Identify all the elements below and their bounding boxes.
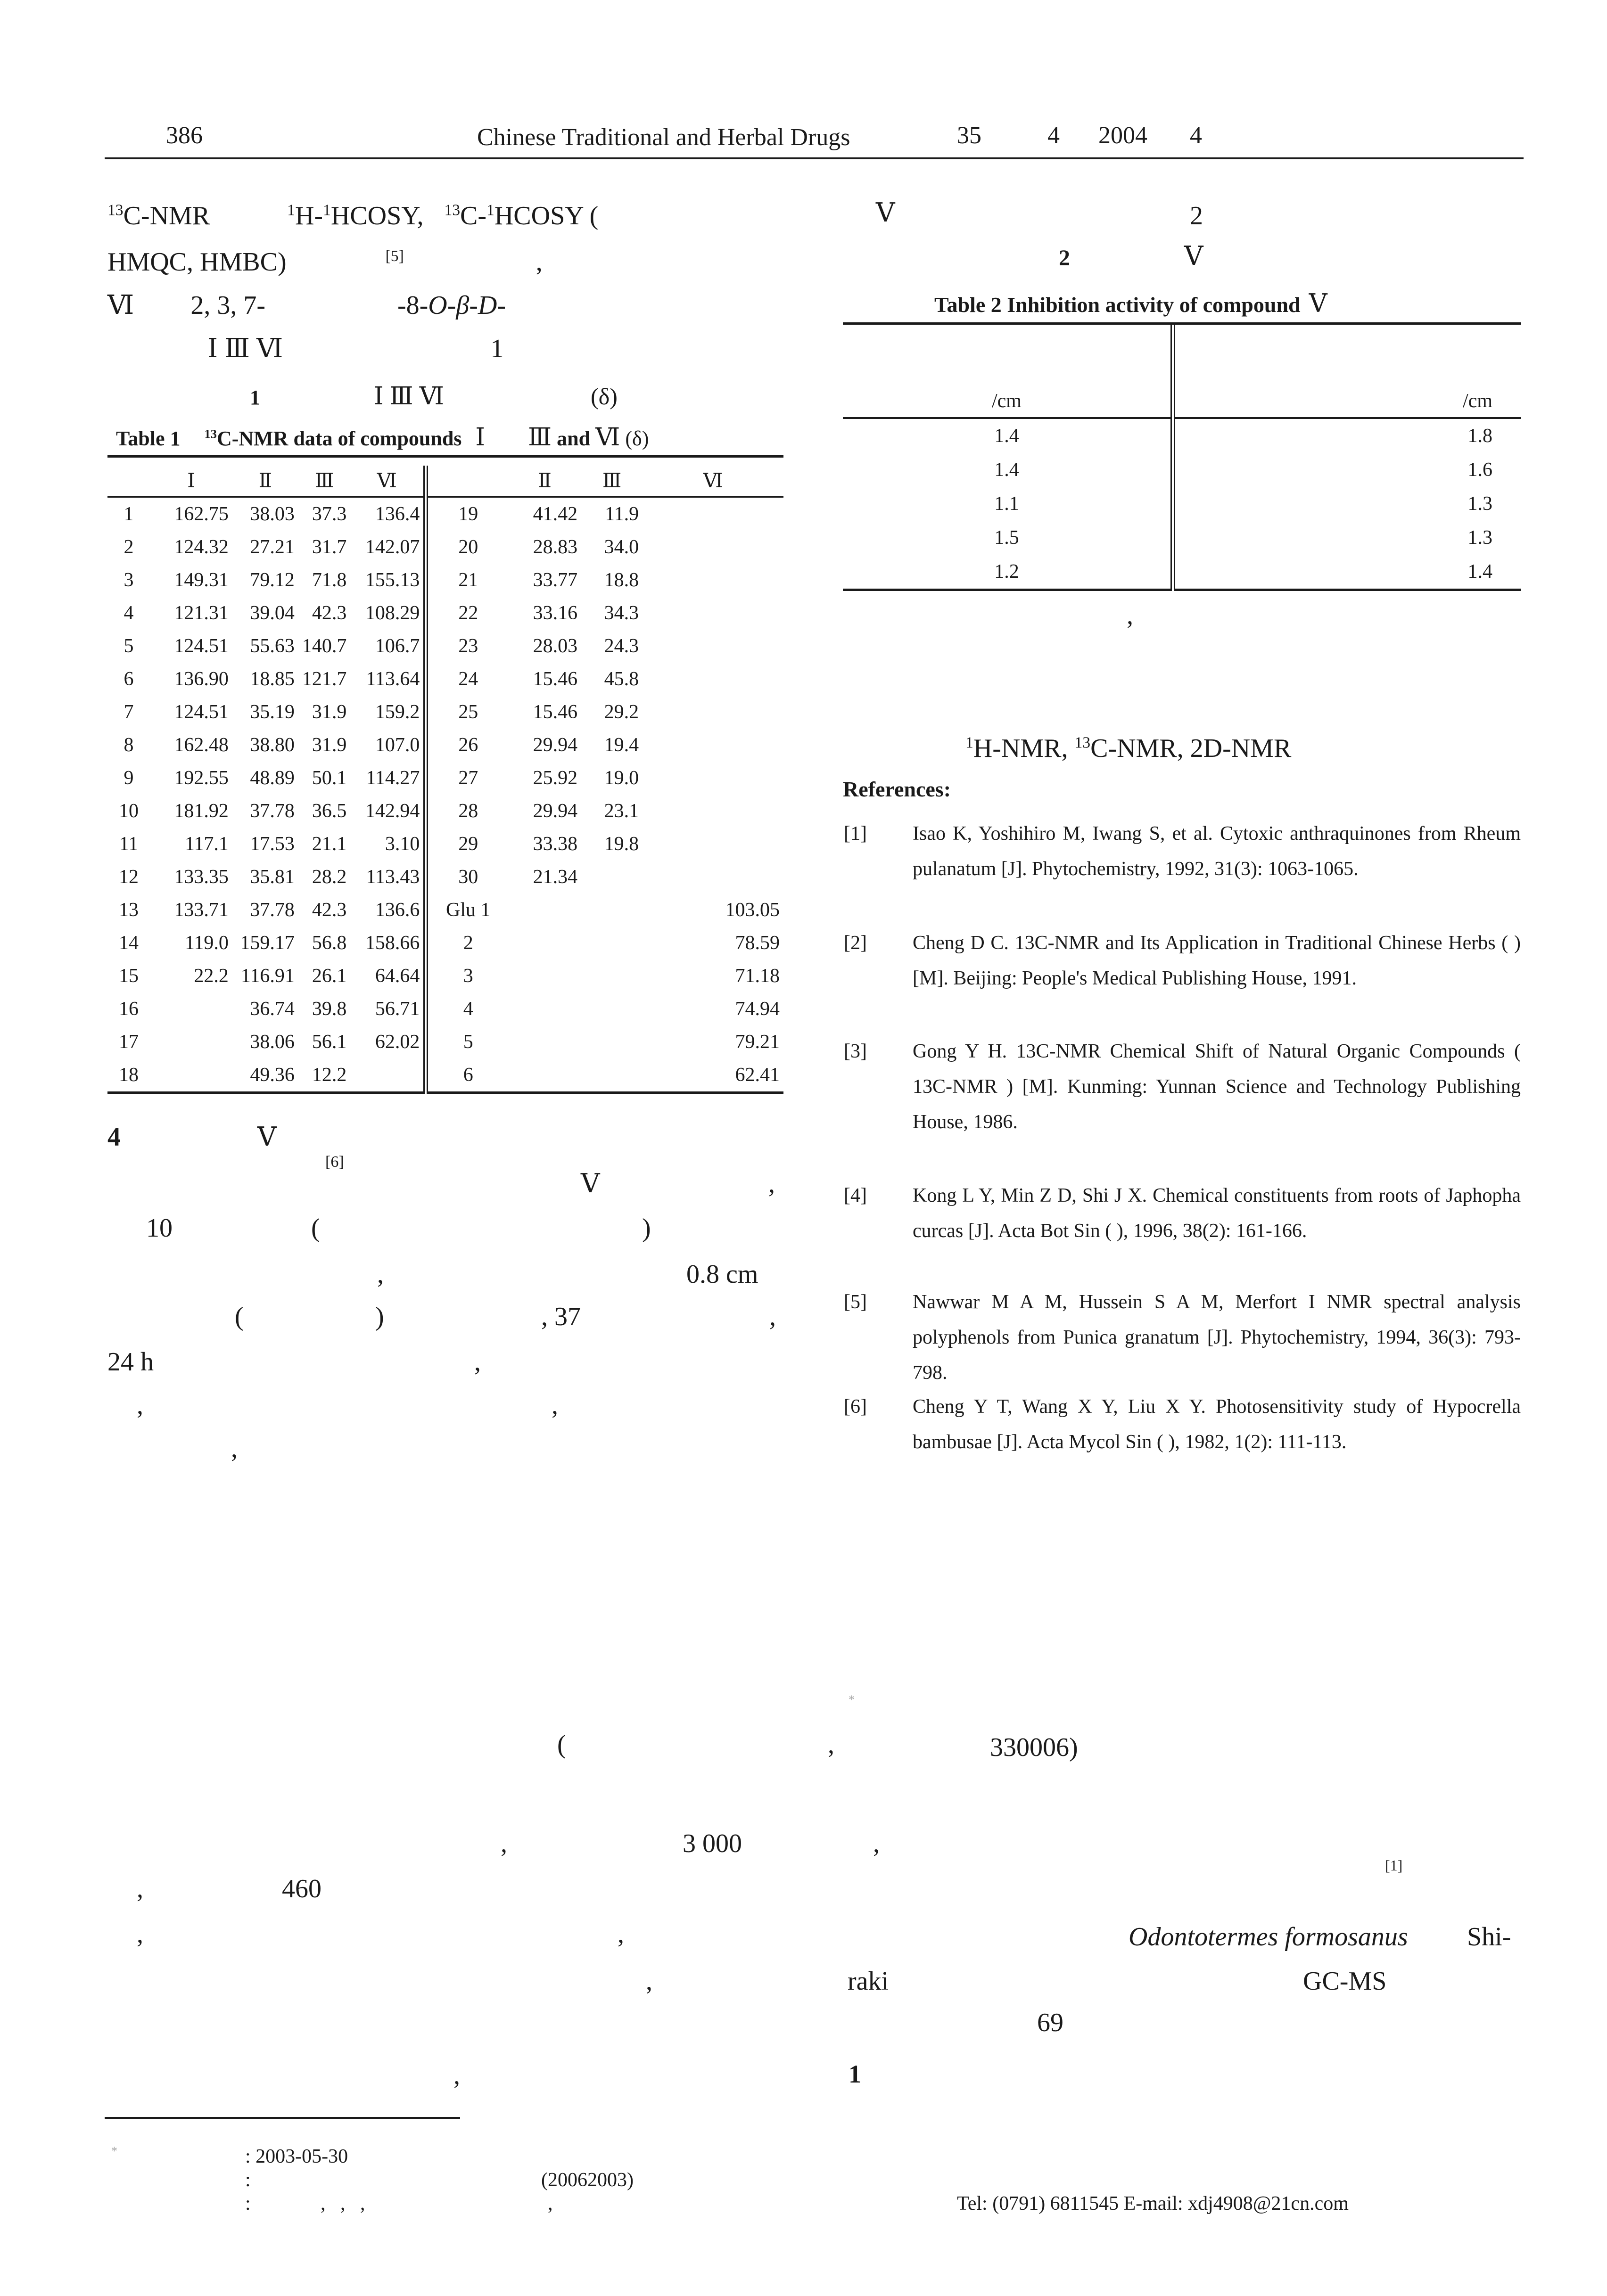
table-cell: 124.51 (174, 635, 229, 657)
table-cell: 26 (458, 734, 478, 756)
table-cell: 1 (124, 503, 134, 525)
section4-comma-2: , (377, 1260, 384, 1289)
table-cell: 71.18 (735, 965, 780, 987)
table-row (107, 663, 783, 696)
a2-comma-1: , (501, 1829, 507, 1858)
table-cell: 116.91 (240, 965, 295, 987)
table-cell (150, 1058, 232, 1093)
table-cell: 39.8 (312, 998, 347, 1020)
table-cell: 62.41 (643, 1058, 783, 1093)
table-cell: 21.1 (312, 833, 347, 855)
table-cell: 22 (458, 602, 478, 624)
table-cell: 1.6 (1467, 459, 1492, 481)
table-cell: 117.1 (184, 833, 229, 855)
reference-item (844, 816, 1521, 887)
table-cell: 18.85 (250, 668, 295, 690)
a2-comma-3: , (137, 1874, 143, 1903)
table-cell (643, 696, 783, 729)
table-cell: 2 (463, 932, 473, 954)
table-cell: 33.77 (533, 569, 578, 591)
table-cell: 23.1 (604, 800, 639, 822)
reference-text: Isao K, Yoshihiro M, Iwang S, et al. Cytoxic anthraquinones from Rheum pulanatum [J]. Phytochemistry, 1992, 31(3): 1063-1065. (913, 823, 1521, 880)
table-cell: 6 (426, 1058, 508, 1093)
table-cell: 42.3 (312, 899, 347, 921)
section4-comma: , (768, 1169, 775, 1198)
table1-top-rule (107, 455, 783, 458)
reference-number: [6] (844, 1396, 867, 1418)
table-cell (643, 564, 783, 597)
table-cell: 26.1 (312, 965, 347, 987)
table-cell: 142.94 (350, 795, 426, 828)
table-cell: 1.4 (843, 418, 1173, 453)
author-commas: , , , (321, 2193, 365, 2214)
table-cell: 149.31 (174, 569, 229, 591)
table-row (107, 564, 783, 597)
table-cell: 136.4 (350, 497, 426, 531)
author-shi: Shi- (1467, 1922, 1511, 1952)
reference-number: [4] (844, 1185, 867, 1206)
section4-num10: 10 (146, 1214, 173, 1243)
section4-paren-open-2: ( (235, 1302, 244, 1331)
table1-header: Ⅱ (508, 466, 581, 497)
table-cell: 31.9 (312, 734, 347, 756)
table-cell: 74.94 (735, 998, 780, 1020)
reference-item (844, 1389, 1521, 1460)
table-row (107, 1058, 783, 1093)
body-line-2: HMQC, HMBC) [5] , (107, 247, 543, 277)
table1-header: Ⅱ (232, 466, 298, 497)
table-cell: 33.16 (533, 602, 578, 624)
reference-number: [2] (844, 932, 867, 954)
table2-caption-cn-roman: Ⅴ (1184, 242, 1203, 271)
table-cell (581, 861, 643, 894)
table-cell: 55.63 (250, 635, 295, 657)
section-1-heading: 1 (849, 2060, 861, 2088)
table-cell: 41.42 (533, 503, 578, 525)
table1-header-row (107, 466, 783, 497)
table-cell: 23 (458, 635, 478, 657)
table-cell: 155.13 (350, 564, 426, 597)
table-cell: 15 (118, 965, 139, 987)
table1-header (107, 466, 150, 497)
table-cell: 45.8 (604, 668, 639, 690)
table-cell (643, 663, 783, 696)
references-title: References: (843, 777, 951, 801)
table-cell: 17.53 (250, 833, 295, 855)
table-cell: 36.74 (250, 998, 295, 1020)
table-row (843, 487, 1521, 521)
table-cell: 71.8 (312, 569, 347, 591)
table-cell: 27 (458, 767, 478, 789)
table-cell: 4 (124, 602, 134, 624)
table-cell: 136.6 (350, 894, 426, 927)
table-cell: 1.1 (843, 487, 1173, 521)
table-cell: 136.90 (174, 668, 229, 690)
affil-zip: 330006) (990, 1733, 1078, 1762)
table-cell: 5 (463, 1031, 473, 1053)
table2-caption-en: Table 2 Inhibition activity of compound Ⅴ (934, 289, 1327, 318)
table-cell: 50.1 (312, 767, 347, 789)
table1-header (426, 466, 508, 497)
table-row (107, 992, 783, 1025)
section4-comma-6: , (552, 1391, 558, 1420)
table1-header: Ⅲ (298, 466, 351, 497)
table-cell: 16 (118, 998, 139, 1020)
table-cell (643, 630, 783, 663)
table2-header-row (843, 324, 1521, 418)
table-row (107, 729, 783, 762)
table-row (107, 696, 783, 729)
reference-text: Kong L Y, Min Z D, Shi J X. Chemical constituents from roots of Japhopha curcas [J]. Acta Bot Sin ( ), 1996, 38(2): 161-166. (913, 1185, 1521, 1242)
right-line1-num: 2 (1190, 201, 1203, 230)
a2-comma-7: , (453, 2061, 460, 2090)
table-cell: 4 (463, 998, 473, 1020)
table-cell: 21.34 (533, 866, 578, 888)
table-cell: 28.2 (312, 866, 347, 888)
table-cell: 6 (124, 668, 134, 690)
table-cell: 140.7 (302, 635, 347, 657)
table-cell: 119.0 (184, 932, 229, 954)
table-cell: 7 (124, 701, 134, 723)
reference-text: Nawwar M A M, Hussein S A M, Merfort I NMR spectral analysis polyphenols from Punica granatum [J]. Phytochemistry, 1994, 36(3): 793-798. (913, 1291, 1521, 1384)
a2-number-69: 69 (1037, 2008, 1063, 2037)
table-cell: 28.03 (533, 635, 578, 657)
table-cell (508, 1025, 581, 1058)
table1-header: Ⅵ (643, 466, 783, 497)
a2-comma-5: , (618, 1919, 624, 1949)
table1 (107, 466, 783, 1094)
a2-comma-4: , (137, 1919, 143, 1949)
table-cell (581, 1058, 643, 1093)
table-cell: 133.71 (174, 899, 229, 921)
table-cell: 17 (118, 1031, 139, 1053)
table-cell (581, 992, 643, 1025)
table2 (843, 324, 1521, 591)
issue: 4 (1047, 122, 1060, 149)
fund-colon: : (245, 2169, 251, 2191)
table-cell: 181.92 (174, 800, 229, 822)
table-cell: 18 (107, 1058, 150, 1093)
table-cell (643, 597, 783, 630)
table-cell: 33.38 (533, 833, 578, 855)
a2-number-460: 460 (282, 1874, 321, 1903)
table-cell: 35.19 (250, 701, 295, 723)
table-cell: 27.21 (250, 536, 295, 558)
table-cell: 79.21 (735, 1031, 780, 1053)
table-cell: 18.8 (604, 569, 639, 591)
table-cell: 19 (458, 503, 478, 525)
table2-unit: /cm (843, 324, 1173, 418)
table-cell: 24 (458, 668, 478, 690)
table-cell: 192.55 (174, 767, 229, 789)
body-line-4: Ⅰ Ⅲ Ⅵ 1 (207, 334, 504, 363)
keywords: $^1$H-NMR, $^{13}$C-NMR, 2D-NMR (965, 734, 1292, 763)
table-cell: 1.3 (1467, 493, 1492, 515)
table-cell: 1.5 (843, 521, 1173, 555)
section4-comma-7: , (231, 1434, 238, 1463)
reference-item (844, 1285, 1521, 1391)
table-cell: 29.94 (533, 800, 578, 822)
reference-number: [3] (844, 1041, 867, 1062)
table-cell: 56.71 (350, 992, 426, 1025)
table-row (107, 597, 783, 630)
table-cell: 106.7 (350, 630, 426, 663)
table-cell: 19.0 (604, 767, 639, 789)
table-cell (150, 1025, 232, 1058)
header-rule (105, 157, 1524, 159)
table-cell: 3.10 (350, 828, 426, 861)
table-cell: 48.89 (250, 767, 295, 789)
table-cell (643, 531, 783, 564)
table-cell: 1.3 (1467, 527, 1492, 549)
table-cell: 3 (463, 965, 473, 987)
table-cell: 36.5 (312, 800, 347, 822)
table-cell: 34.3 (604, 602, 639, 624)
table-cell: 162.75 (174, 503, 229, 525)
table-cell (508, 1058, 581, 1093)
table1-caption-cn: 1 Ⅰ Ⅲ Ⅵ (δ) (250, 383, 618, 410)
table-row (107, 828, 783, 861)
table-cell: 11.9 (605, 503, 639, 525)
table-cell (643, 762, 783, 795)
table-cell: 108.29 (350, 597, 426, 630)
table-cell: 159.2 (350, 696, 426, 729)
section4-time: 24 h (107, 1347, 154, 1377)
body-line-1: $^{13}$C-NMR $^1$H-$^1$HCOSY, $^{13}$C-$^1$HCOSY ( (107, 201, 599, 230)
table-cell: 38.80 (250, 734, 295, 756)
table-cell: 29.2 (604, 701, 639, 723)
species-name: Odontotermes formosanus (1129, 1922, 1408, 1952)
reference-number: [5] (844, 1291, 867, 1313)
table-cell: 124.32 (174, 536, 229, 558)
table-row (843, 453, 1521, 487)
table-cell: 121.31 (174, 602, 229, 624)
table-cell: 37.78 (250, 899, 295, 921)
table-cell: 79.12 (250, 569, 295, 591)
table-cell: 37.78 (250, 800, 295, 822)
table-cell: 20 (458, 536, 478, 558)
table-cell: 62.02 (350, 1025, 426, 1058)
table-cell: 113.64 (350, 663, 426, 696)
table-row (107, 531, 783, 564)
table-cell: 19.8 (604, 833, 639, 855)
table-cell: 35.81 (250, 866, 295, 888)
table-cell: 11 (119, 833, 139, 855)
table-cell: 1.4 (1173, 555, 1521, 590)
footnote-star: * (111, 2144, 117, 2158)
a2-number-3000: 3 000 (683, 1829, 742, 1858)
table-cell: 56.1 (312, 1031, 347, 1053)
author-colon: : (245, 2193, 251, 2214)
table-cell: 38.03 (250, 503, 295, 525)
gcms: GC-MS (1303, 1967, 1387, 1996)
table-cell: 42.3 (312, 602, 347, 624)
table-cell: 25 (458, 701, 478, 723)
section4-temperature: , 37 (541, 1302, 581, 1331)
table-cell: 133.35 (174, 866, 229, 888)
table-cell: 113.43 (350, 861, 426, 894)
a2-comma-6: , (646, 1967, 652, 1996)
reference-text: Cheng Y T, Wang X Y, Liu X Y. Photosensitivity study of Hypocrella bambusae [J]. Acta Mycol Sin ( ), 1982, 1(2): 111-113. (913, 1396, 1521, 1453)
a2-comma-2: , (873, 1829, 880, 1858)
table1-header: Ⅰ (150, 466, 232, 497)
table-cell (581, 959, 643, 992)
table-cell (508, 959, 581, 992)
table-cell: 31.7 (312, 536, 347, 558)
table-cell (508, 894, 581, 927)
year: 2004 (1098, 122, 1147, 149)
table-cell: 1.4 (843, 453, 1173, 487)
table-row (107, 630, 783, 663)
table-row (107, 497, 783, 531)
table-row (843, 418, 1521, 453)
table-cell (643, 497, 783, 531)
table-cell: 103.05 (725, 899, 780, 921)
table2-caption-cn-num: 2 (1059, 246, 1070, 271)
table1-header: Ⅲ (581, 466, 643, 497)
after-table2-comma: , (1127, 601, 1133, 630)
table-cell (150, 992, 232, 1025)
section4-comma-5: , (137, 1391, 143, 1420)
table-row (107, 894, 783, 927)
right-line1-roman: Ⅴ (876, 198, 895, 228)
table-cell (643, 861, 783, 894)
received-date: : 2003-05-30 (245, 2146, 348, 2167)
table-cell: 24.3 (604, 635, 639, 657)
table-cell: 15.46 (533, 668, 578, 690)
table-cell: 107.0 (350, 729, 426, 762)
affil-comma: , (828, 1730, 834, 1759)
table-cell: 2 (124, 536, 134, 558)
table-cell: 28.83 (533, 536, 578, 558)
section4-paren-close-2: ) (375, 1302, 384, 1331)
table-row (107, 762, 783, 795)
table-cell (508, 927, 581, 959)
table-cell: 31.9 (312, 701, 347, 723)
table-cell: 114.27 (350, 762, 426, 795)
author-contact: Tel: (0791) 6811545 E-mail: xdj4908@21cn.com (957, 2193, 1349, 2214)
table1-caption-en: Table 1 $^{13}$C-NMR data of compounds Ⅰ Ⅲ and Ⅵ (δ) (116, 424, 649, 451)
journal-title: Chinese Traditional and Herbal Drugs (477, 124, 850, 151)
table-cell: 8 (124, 734, 134, 756)
table-cell: 3 (124, 569, 134, 591)
affil-open: ( (557, 1730, 566, 1759)
table-cell: 22.2 (194, 965, 229, 987)
table1-header: Ⅵ (350, 466, 426, 497)
table-cell: 1.2 (843, 555, 1173, 590)
reference-number: [1] (844, 823, 867, 845)
section4-comma-4: , (474, 1347, 481, 1377)
table-cell: 15.46 (533, 701, 578, 723)
table-cell (350, 1058, 426, 1093)
table-cell: 78.59 (735, 932, 780, 954)
table-cell: 14 (118, 932, 139, 954)
table-cell: 5 (124, 635, 134, 657)
table-cell: 30 (458, 866, 478, 888)
table-cell: 12 (118, 866, 139, 888)
table-cell: Glu 1 (446, 899, 491, 921)
table-cell: 29.94 (533, 734, 578, 756)
table-cell: 158.66 (350, 927, 426, 959)
table-cell: 29 (458, 833, 478, 855)
table-row (107, 861, 783, 894)
table-cell: 37.3 (312, 503, 347, 525)
table-row (843, 555, 1521, 590)
section4-roman: Ⅴ (581, 1169, 600, 1198)
section4-distance: 0.8 cm (686, 1260, 758, 1289)
table-cell (581, 1025, 643, 1058)
table-cell: 10 (118, 800, 139, 822)
table-row (107, 1025, 783, 1058)
table-cell: 25.92 (533, 767, 578, 789)
section4-paren-open: ( (311, 1214, 320, 1243)
table-cell (581, 894, 643, 927)
page-number: 386 (166, 122, 203, 149)
section4-heading: 4 Ⅴ (107, 1123, 277, 1152)
fund-code: (20062003) (541, 2169, 634, 2191)
table-cell (643, 729, 783, 762)
table2-unit: /cm (1173, 324, 1521, 418)
table-row (107, 927, 783, 959)
table-cell: 159.17 (240, 932, 295, 954)
table-cell: 21 (458, 569, 478, 591)
reference-item (844, 1034, 1521, 1140)
table-cell: 49.36 (232, 1058, 298, 1093)
table-cell (643, 795, 783, 828)
table-cell: 162.48 (174, 734, 229, 756)
section4-paren-close: ) (642, 1214, 651, 1243)
author-comma: , (548, 2193, 553, 2214)
table-cell (643, 828, 783, 861)
table-cell: 1.8 (1467, 425, 1492, 447)
author-raki: raki (848, 1967, 889, 1996)
month: 4 (1190, 122, 1202, 149)
table-row (107, 795, 783, 828)
article2-star: * (849, 1693, 855, 1706)
reference-text: Gong Y H. 13C-NMR Chemical Shift of Natural Organic Compounds ( 13C-NMR ) [M]. Kunming: Yunnan Science and Technology Publishing House, 1986. (913, 1041, 1521, 1133)
table-row (843, 521, 1521, 555)
reference-item (844, 926, 1521, 996)
table-cell: 12.2 (298, 1058, 351, 1093)
table-cell: 39.04 (250, 602, 295, 624)
table-cell: 19.4 (604, 734, 639, 756)
table-cell: 56.8 (312, 932, 347, 954)
volume: 35 (957, 122, 981, 149)
reference-text: Cheng D C. 13C-NMR and Its Application in Traditional Chinese Herbs ( ) [M]. Beijing: People's Medical Publishing House, 1991. (913, 932, 1521, 989)
footnote-rule (105, 2117, 460, 2119)
table-cell (508, 992, 581, 1025)
table-cell: 13 (118, 899, 139, 921)
table-cell: 124.51 (174, 701, 229, 723)
table-cell: 9 (124, 767, 134, 789)
table-cell: 34.0 (604, 536, 639, 558)
table-cell: 64.64 (350, 959, 426, 992)
reference-item (844, 1178, 1521, 1249)
table-cell (581, 927, 643, 959)
section4-comma-3: , (769, 1302, 776, 1331)
table-row (107, 959, 783, 992)
table-cell: 121.7 (302, 668, 347, 690)
table-cell: 142.07 (350, 531, 426, 564)
body-line-3: Ⅵ 2, 3, 7- -8-O-β-D- (107, 291, 506, 320)
table-cell: 38.06 (250, 1031, 295, 1053)
table-cell: 28 (458, 800, 478, 822)
